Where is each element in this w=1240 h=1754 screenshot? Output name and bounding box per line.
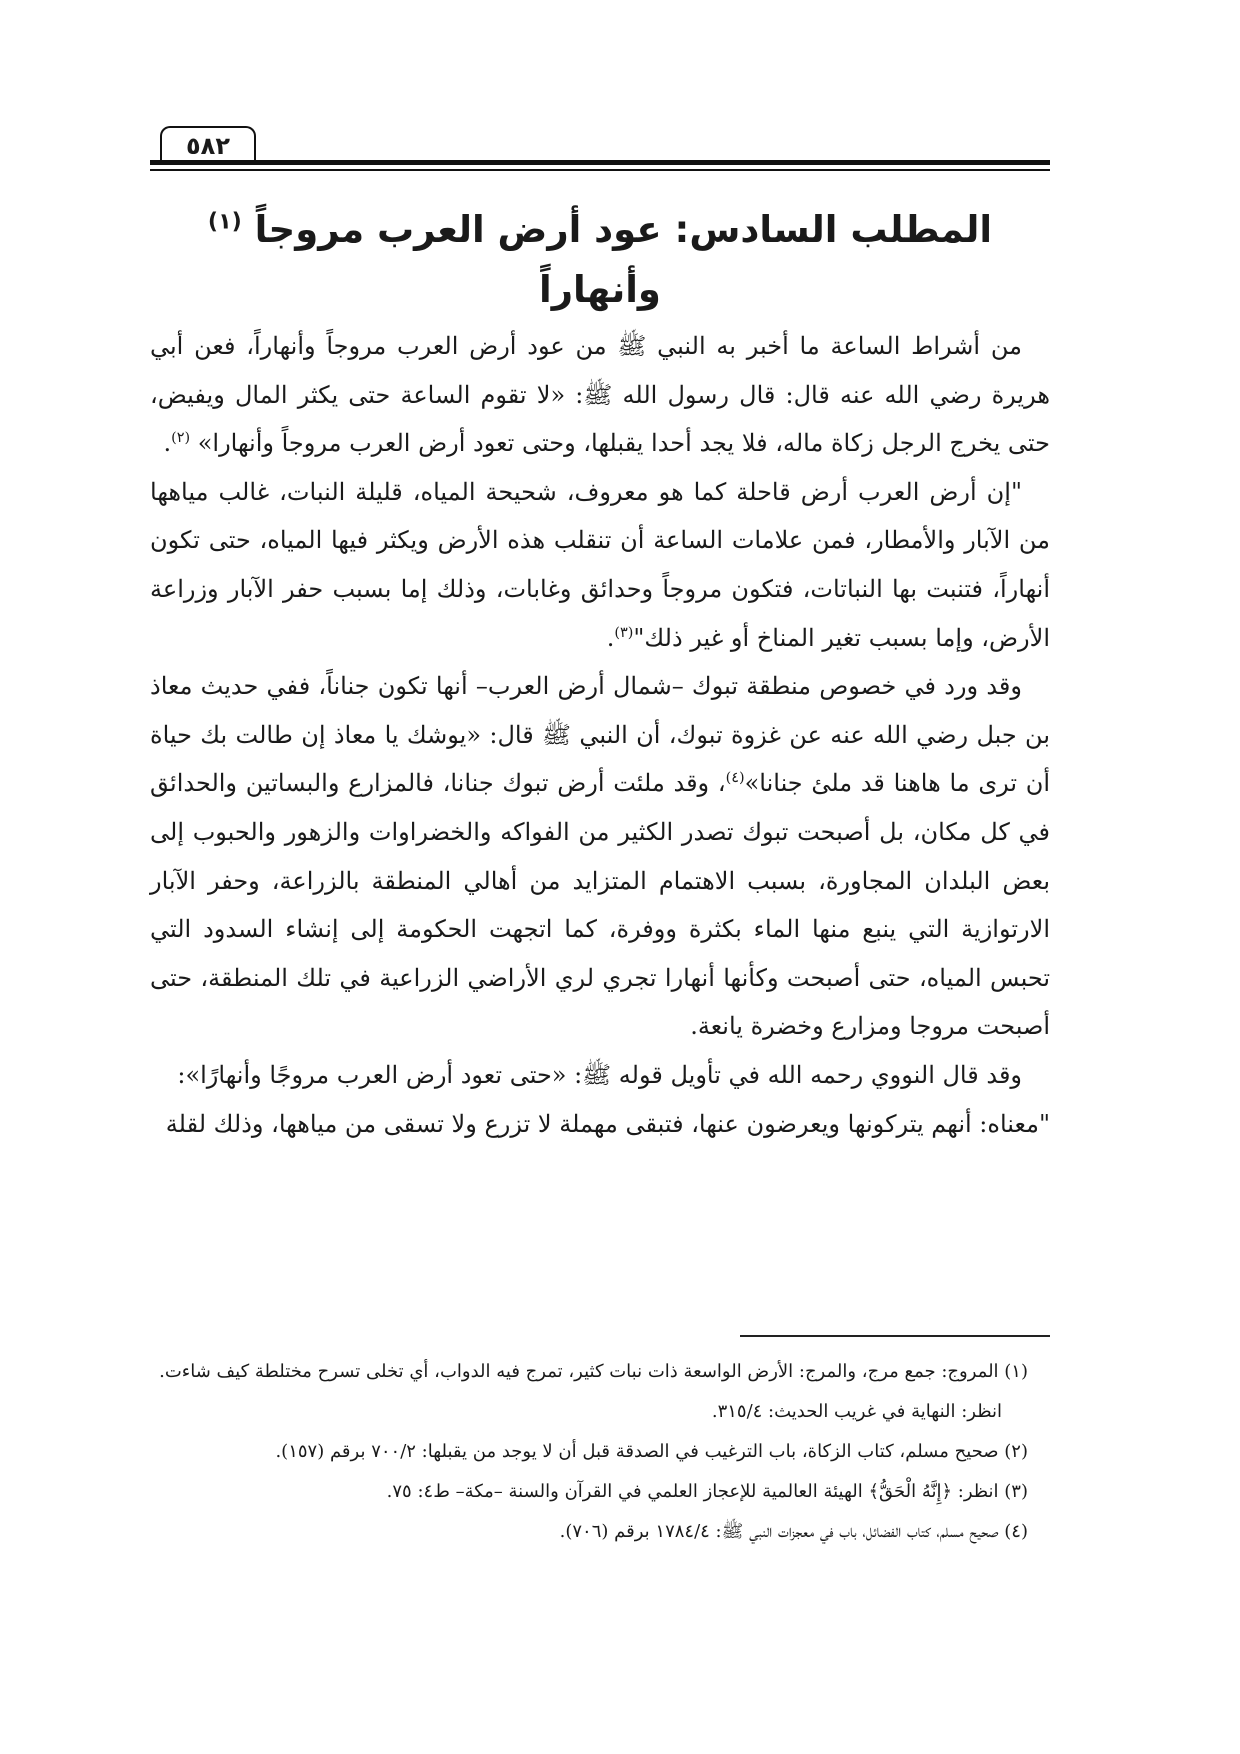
paragraph-2-text: "إن أرض العرب أرض قاحلة كما هو معروف، شحيحة المياه، قليلة النبات، غالب مياهها من الآبار والأمطار، فمن علامات الساعة أن تنقلب هذه الأرض ويكثر فيها المياه، حتى تكون أنهاراً، فتنبت بها النباتات، فتكون مروجاً وحدائق وغابات، وذلك إما بسبب حفر الآبار وزراعة الأرض، وإما بسبب تغير المناخ أو غير ذلك" [150,477,1050,652]
section-title [150,200,1050,320]
footnote-ref-4[interactable]: (٤) [725,770,745,787]
title-text: المطلب السادس: عود أرض العرب مروجاً [254,208,993,251]
paragraph-2-end: . [606,623,615,652]
paragraph-3-text-a: وقد ورد في خصوص منطقة تبوك –شمال أرض العرب– أنها تكون جناناً، ففي حديث معاذ بن جبل رضي الله عنه عن غزوة تبوك، أن النبي ﷺ قال: «يوشك يا معاذ إن طالت بك حياة أن ترى ما هاهنا قد ملئ جنانا» [150,672,1051,798]
paragraph-5: "معناه: أنهم يتركونها ويعرضون عنها، فتبقى مهملة لا تزرع ولا تسقى من مياهها، وذلك لقلة [165,1109,1050,1138]
title-footnote-ref[interactable]: (١) [207,208,242,235]
footnote-separator [740,1335,1050,1337]
footnote-ref-2[interactable]: (٢) [171,430,191,447]
body-text [150,322,1050,1148]
paragraph-4: وقد قال النووي رحمه الله في تأويل قوله ﷺ: «حتى تعود أرض العرب مروجًا وأنهارًا»: [177,1060,1022,1089]
footnote-1: (١) المروج: جمع مرج، والمرج: الأرض الواسعة ذات نبات كثير، تمرج فيه الدواب، أي تخلى تسرح مختلطة كيف شاءت. [159,1361,1028,1382]
paragraph-1-text: من أشراط الساعة ما أخبر به النبي ﷺ من عود أرض العرب مروجاً وأنهاراً، فعن أبي هريرة رضي الله عنه قال: قال رسول الله ﷺ: «لا تقوم الساعة حتى يكثر المال ويفيض، حتى يخرج الرجل زكاة ماله، فلا يجد أحدا يقبلها، وحتى تعود أرض العرب مروجاً وأنهارا» [150,332,1050,458]
paragraph-3-text-b: ، وقد ملئت أرض تبوك جنانا، فالمزارع والبساتين والحدائق في كل مكان، بل أصبحت تبوك تصدر الكثير من الفواكه والخضراوات والزهور والحبوب إلى بعض البلدان المجاورة، بسبب الاهتمام المتزايد من أهالي المنطقة بالزراعة، وحفر الآبار الارتوازية التي ينبع منها الماء بكثرة ووفرة، كما اتجهت الحكومة إلى إنشاء السدود التي تحبس المياه، حتى أصبحت وكأنها أنهارا تجري لري الأراضي الزراعية في تلك المنطقة، حتى أصبحت مروجا ومزارع وخضرة يانعة. [150,769,1050,1041]
paragraph-1 [150,322,1050,468]
header-rule-thick [150,160,1050,165]
footnote-4: (٤) صحيح مسلم، كتاب الفضائل، باب في معجزات النبي ﷺ: ١٧٨٤/٤ برقم (٧٠٦). [559,1521,1028,1542]
footnote-ref-3[interactable]: (٣) [614,624,634,641]
header-rule-thin [150,169,1050,171]
footnote-1-continued: انظر: النهاية في غريب الحديث: ٣١٥/٤. [711,1401,1002,1422]
page-number: ٥٨٢ [160,126,256,164]
footnotes [150,1352,1050,1552]
title-text-end: وأنهاراً [539,268,661,311]
footnote-3: (٣) انظر: ﴿إِنَّهُ الْحَقُّ﴾ الهيئة العالمية للإعجاز العلمي في القرآن والسنة –مكة– ط٤: ٧٥. [386,1481,1028,1502]
footnote-2: (٢) صحيح مسلم، كتاب الزكاة، باب الترغيب في الصدقة قبل أن لا يوجد من يقبلها: ٧٠٠/٢ برقم (١٥٧). [275,1441,1028,1462]
paragraph-1-end: . [163,429,172,458]
paragraph-3 [150,662,1050,1051]
paragraph-2 [150,468,1050,662]
